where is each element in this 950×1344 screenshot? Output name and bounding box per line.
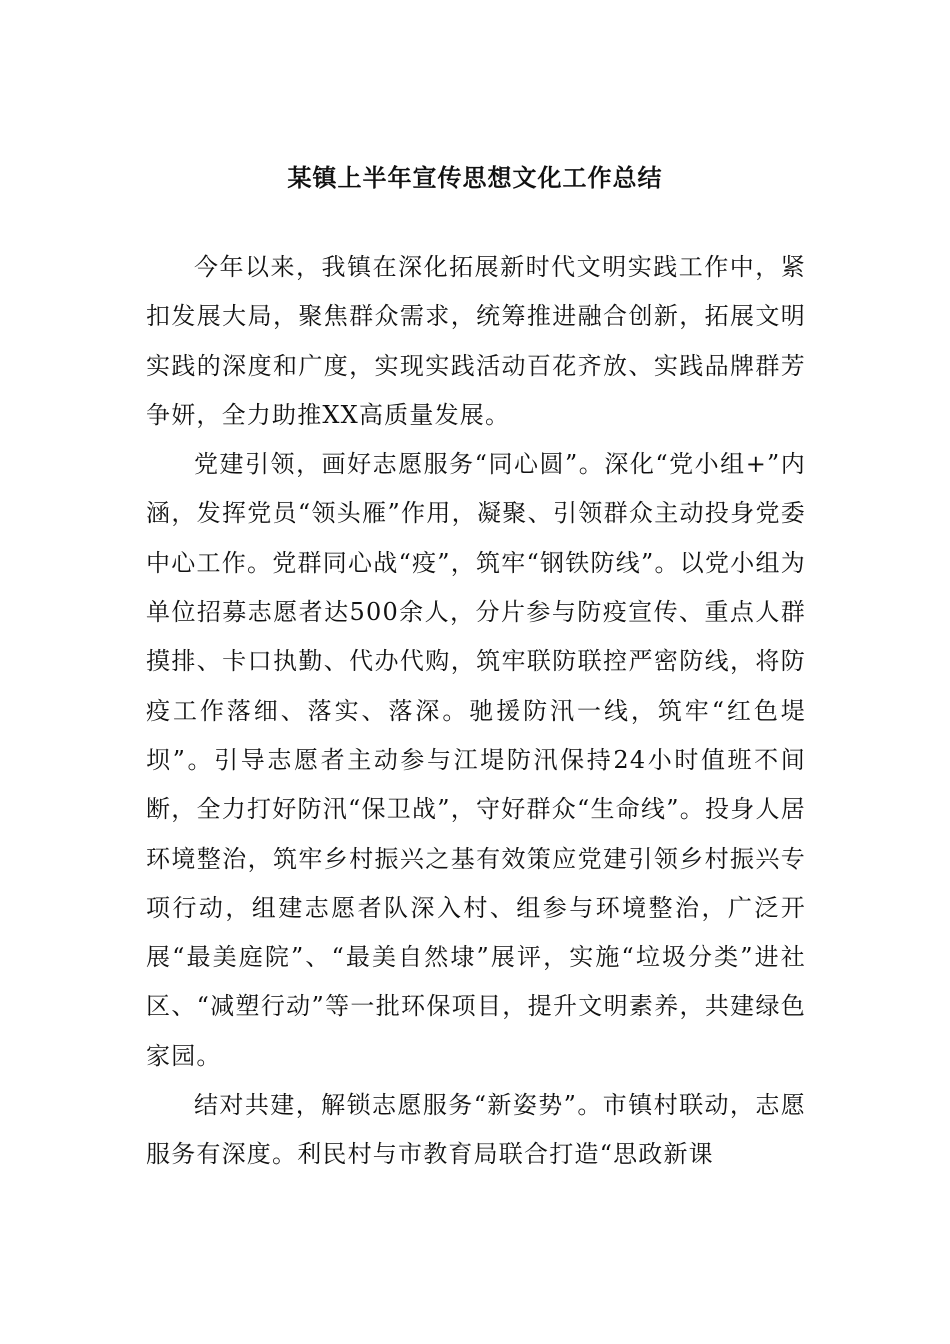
- paragraph-party-building: 党建引领，画好志愿服务“同心圆”。深化“党小组+”内涵，发挥党员“领头雁”作用，凝聚、引领群众主动投身党委中心工作。党群同心战“疫”，筑牢“钢铁防线”。以党小组为单位招募志愿者达500余人，分片参与防疫宣传、重点人群摸排、卡口执勤、代办代购，筑牢联防联控严密防线，将防疫工作落细、落实、落深。驰援防汛一线，筑牢“红色堤坝”。引导志愿者主动参与江堤防汛保持24小时值班不间断，全力打好防汛“保卫战”，守好群众“生命线”。投身人居环境整治，筑牢乡村振兴之基有效策应党建引领乡村振兴专项行动，组建志愿者队深入村、组参与环境整治，广泛开展“最美庭院”、“最美自然埭”展评，实施“垃圾分类”进社区、“减塑行动”等一批环保项目，提升文明素养，共建绿色家园。: [146, 450, 806, 1070]
- paragraph-pairing: 结对共建，解锁志愿服务“新姿势”。市镇村联动，志愿服务有深度。利民村与市教育局联合打造“思政新课: [146, 1091, 806, 1169]
- paragraph-intro: 今年以来，我镇在深化拓展新时代文明实践工作中，紧扣发展大局，聚焦群众需求，统筹推进融合创新，拓展文明实践的深度和广度，实现实践活动百花齐放、实践品牌群芳争妍，全力助推XX高质量发展。: [146, 253, 806, 429]
- document-body: [146, 243, 806, 1180]
- page-title: 某镇上半年宣传思想文化工作总结: [287, 163, 663, 192]
